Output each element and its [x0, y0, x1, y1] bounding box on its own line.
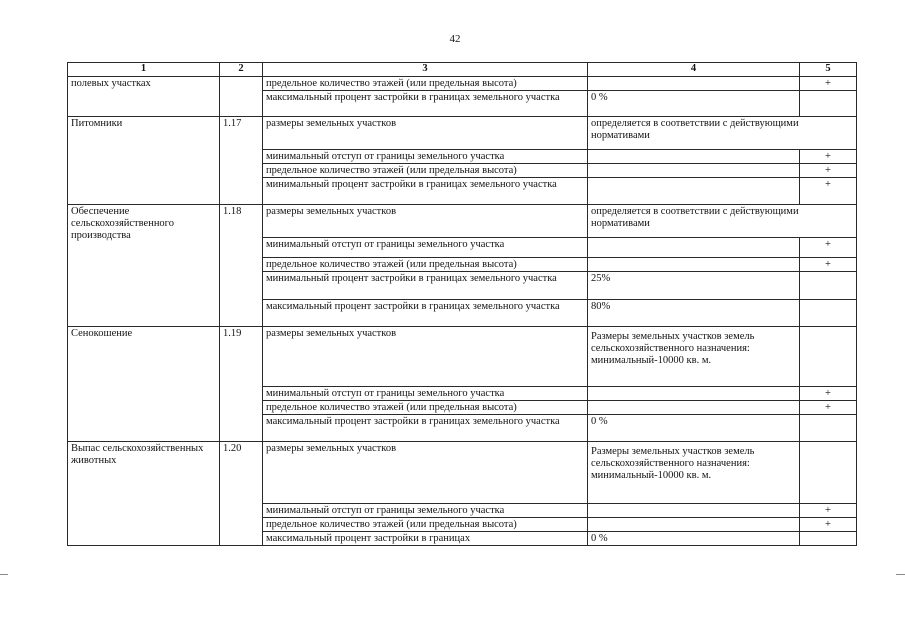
mark-cell: + [800, 518, 857, 532]
scan-artifact-line [0, 574, 8, 575]
parameter-cell: размеры земельных участков [263, 117, 588, 150]
parameter-cell: размеры земельных участков [263, 442, 588, 504]
value-cell: 0 % [588, 415, 800, 442]
value-cell: 0 % [588, 532, 800, 546]
table-row [68, 327, 857, 387]
mark-cell [800, 300, 857, 327]
mark-cell: + [800, 387, 857, 401]
page-number: 42 [449, 33, 461, 45]
mark-cell [800, 415, 857, 442]
code-cell: 1.18 [220, 205, 263, 327]
code-cell: 1.20 [220, 442, 263, 546]
use-type-cell: Сенокошение [68, 327, 220, 442]
value-cell: определяется в соответствии с действующими нормативами [588, 205, 857, 238]
value-cell: 25% [588, 272, 800, 300]
value-cell [588, 518, 800, 532]
parameter-cell: предельное количество этажей (или предельная высота) [263, 164, 588, 178]
use-type-cell: Питомники [68, 117, 220, 205]
parameter-cell: предельное количество этажей (или предельная высота) [263, 77, 588, 91]
parameter-cell: минимальный отступ от границы земельного участка [263, 238, 588, 258]
land-use-table [67, 62, 857, 546]
parameter-cell: предельное количество этажей (или предельная высота) [263, 518, 588, 532]
header-col-4: 4 [588, 63, 800, 77]
code-cell [220, 77, 263, 117]
value-cell [588, 258, 800, 272]
parameter-cell: размеры земельных участков [263, 327, 588, 387]
parameter-cell: минимальный процент застройки в границах земельного участка [263, 272, 588, 300]
value-cell [588, 178, 800, 205]
parameter-cell: размеры земельных участков [263, 205, 588, 238]
parameter-cell: минимальный отступ от границы земельного участка [263, 504, 588, 518]
mark-cell: + [800, 150, 857, 164]
code-cell: 1.17 [220, 117, 263, 205]
value-cell [588, 401, 800, 415]
table-header-row [68, 63, 857, 77]
mark-cell [800, 327, 857, 387]
value-cell: определяется в соответствии с действующими нормативами [588, 117, 857, 150]
value-cell [588, 150, 800, 164]
parameter-cell: максимальный процент застройки в границах земельного участка [263, 415, 588, 442]
value-cell [588, 238, 800, 258]
header-col-1: 1 [68, 63, 220, 77]
use-type-cell: полевых участках [68, 77, 220, 117]
value-cell [588, 77, 800, 91]
value-cell: 0 % [588, 91, 800, 117]
value-cell [588, 387, 800, 401]
table-row [68, 77, 857, 91]
parameter-cell: предельное количество этажей (или предельная высота) [263, 401, 588, 415]
mark-cell: + [800, 77, 857, 91]
parameter-cell: минимальный отступ от границы земельного участка [263, 150, 588, 164]
value-cell: Размеры земельных участков земель сельскохозяйственного назначения: минимальный-10000 кв. м. [588, 327, 800, 387]
mark-cell: + [800, 178, 857, 205]
mark-cell: + [800, 258, 857, 272]
value-cell [588, 164, 800, 178]
mark-cell: + [800, 238, 857, 258]
header-col-2: 2 [220, 63, 263, 77]
parameter-cell: максимальный процент застройки в границах [263, 532, 588, 546]
use-type-cell: Обеспечение сельскохозяйственного производства [68, 205, 220, 327]
value-cell [588, 504, 800, 518]
mark-cell [800, 442, 857, 504]
table-row [68, 442, 857, 504]
mark-cell [800, 91, 857, 117]
mark-cell [800, 272, 857, 300]
value-cell: 80% [588, 300, 800, 327]
header-col-3: 3 [263, 63, 588, 77]
mark-cell: + [800, 504, 857, 518]
value-cell: Размеры земельных участков земель сельскохозяйственного назначения: минимальный-10000 кв. м. [588, 442, 800, 504]
mark-cell: + [800, 401, 857, 415]
parameter-cell: максимальный процент застройки в границах земельного участка [263, 91, 588, 117]
mark-cell [800, 532, 857, 546]
use-type-cell: Выпас сельскохозяйственных животных [68, 442, 220, 546]
mark-cell: + [800, 164, 857, 178]
parameter-cell: минимальный процент застройки в границах земельного участка [263, 178, 588, 205]
table-row [68, 117, 857, 150]
scan-artifact-line [896, 574, 905, 575]
table-row [68, 205, 857, 238]
parameter-cell: предельное количество этажей (или предельная высота) [263, 258, 588, 272]
header-col-5: 5 [800, 63, 857, 77]
code-cell: 1.19 [220, 327, 263, 442]
parameter-cell: максимальный процент застройки в границах земельного участка [263, 300, 588, 327]
parameter-cell: минимальный отступ от границы земельного участка [263, 387, 588, 401]
